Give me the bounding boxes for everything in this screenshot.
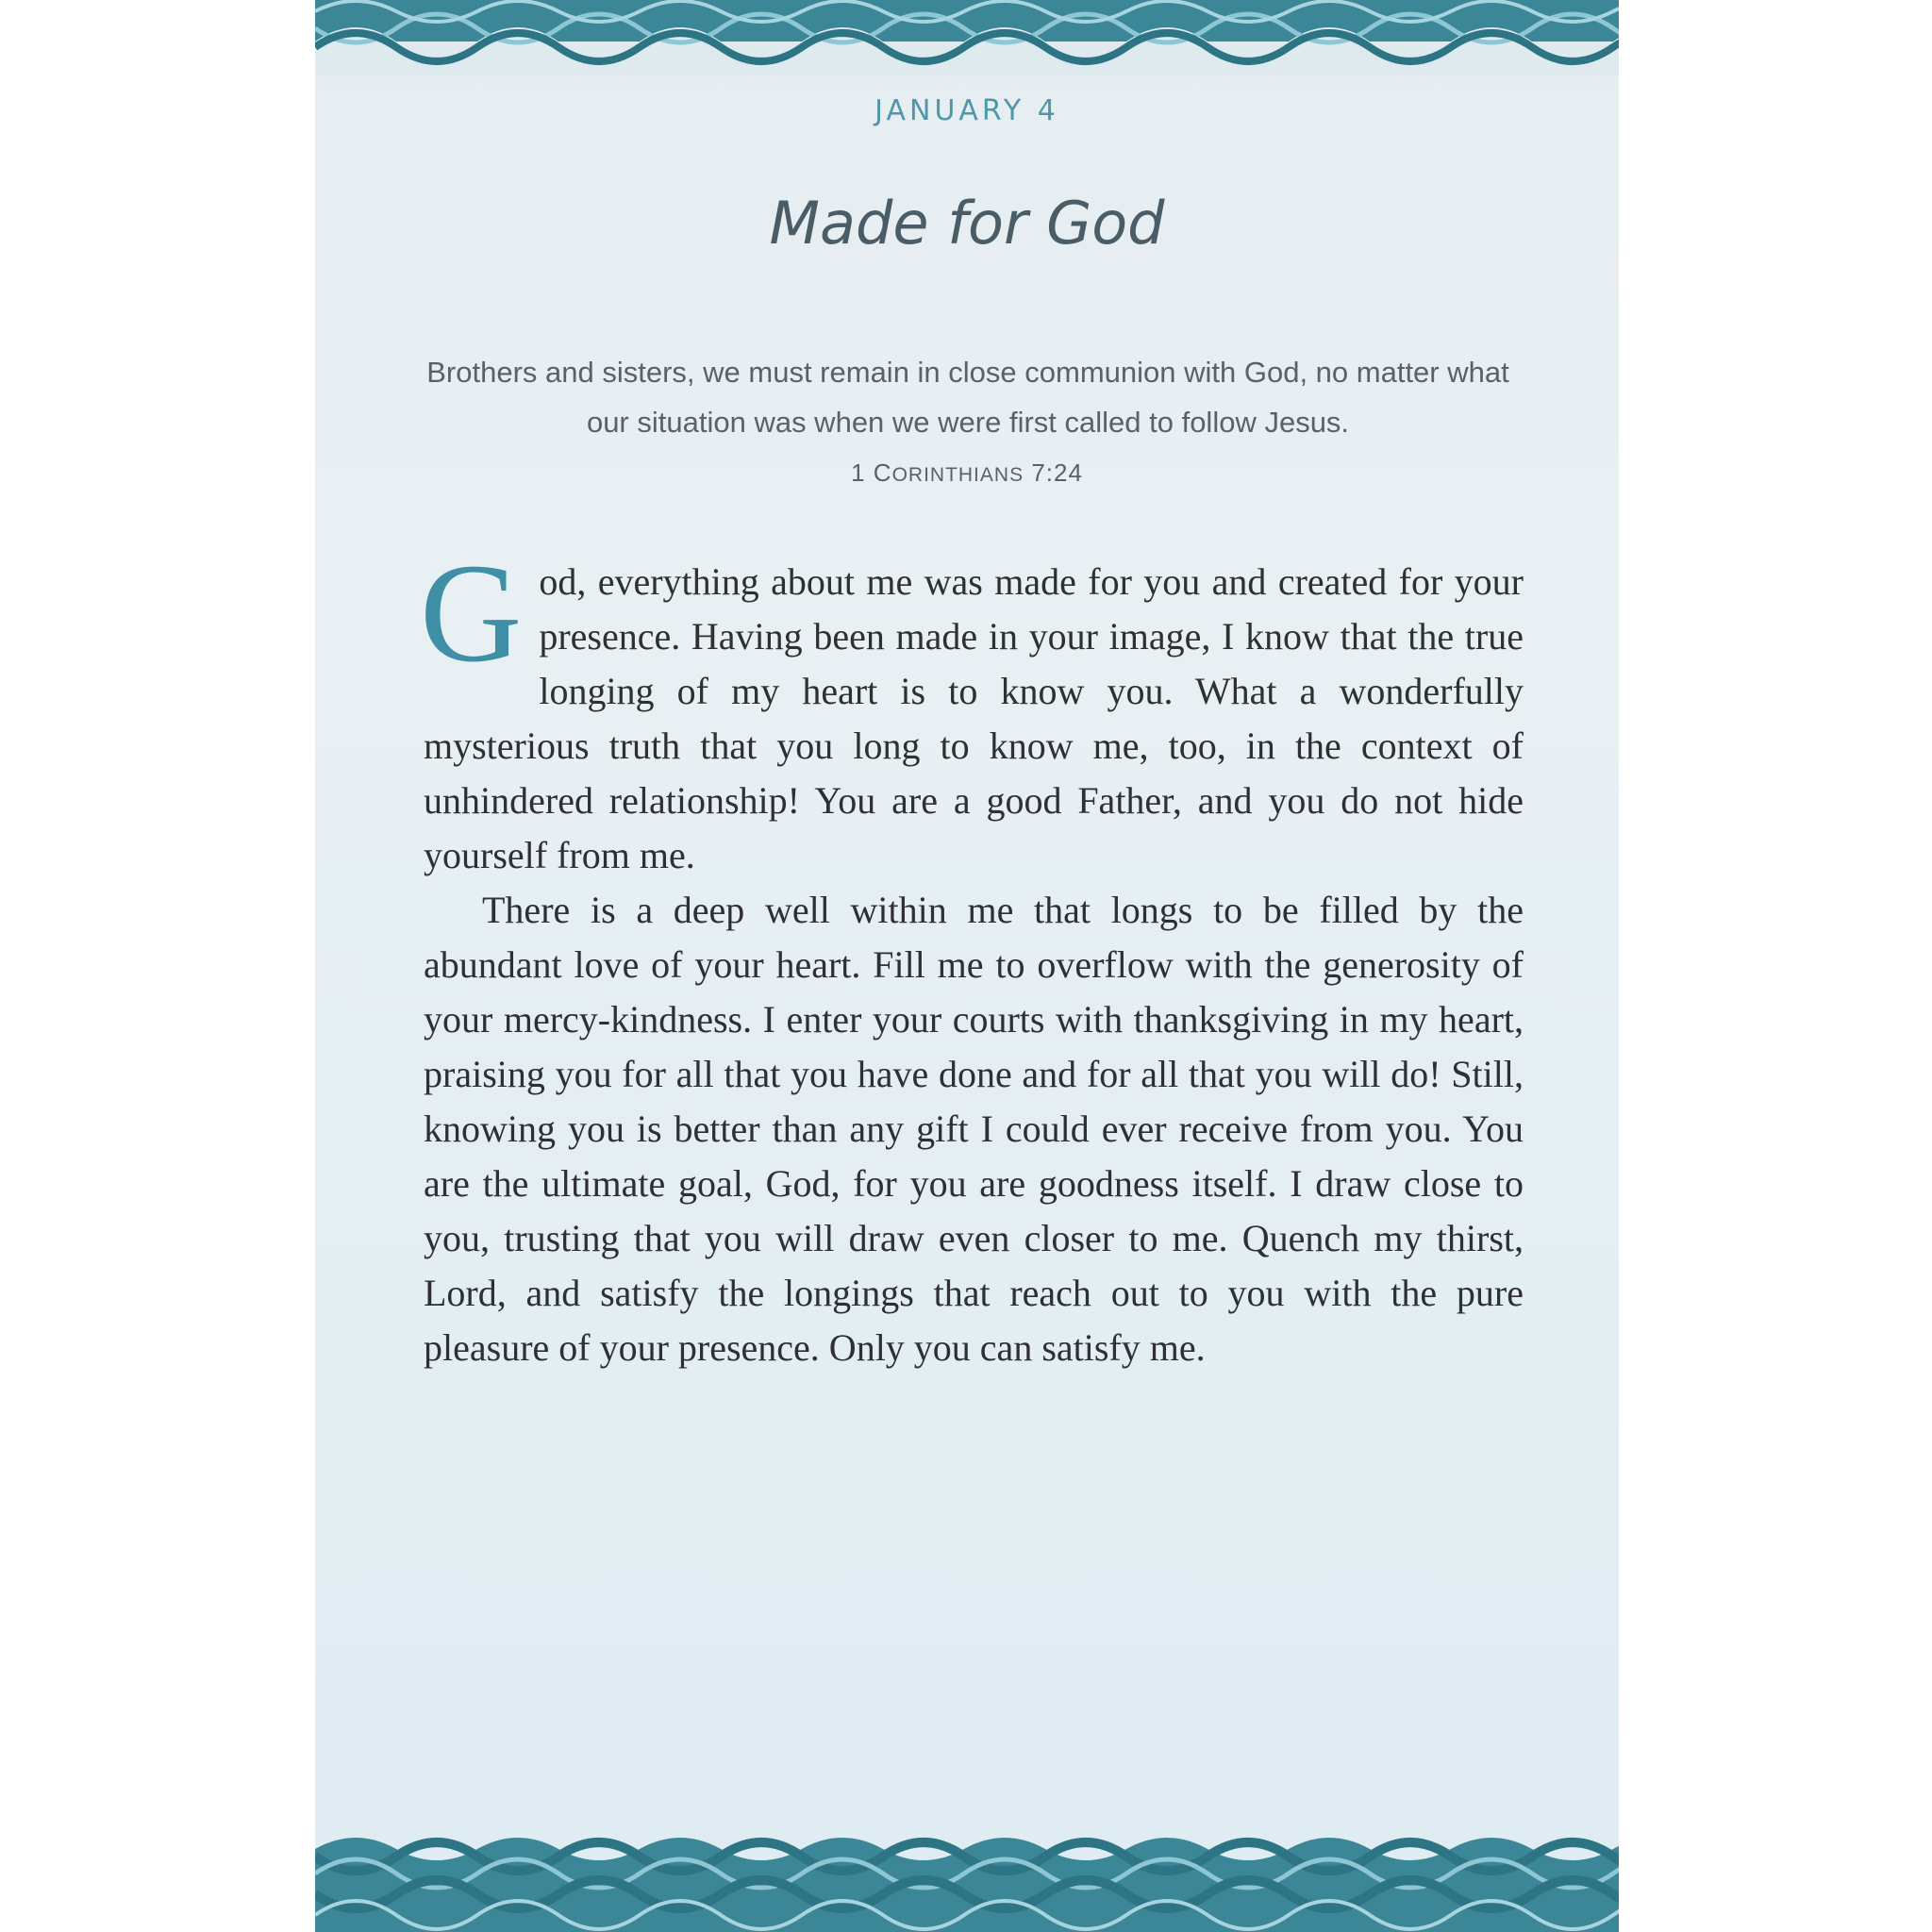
reference-book-rest: ORINTHIANS	[891, 464, 1024, 486]
body-paragraph-1	[420, 535, 1524, 883]
body-paragraph-2: There is a deep well within me that longs to be filled by the abundant love of your heart. Fill me to overflow with the generosity of your mercy-kindness. I enter your courts with thanksgiving in my heart, praising you for all that you have done and for all that you will do! Still, knowing you is better than any gift I could ever receive from you. You are the ultimate goal, God, for you are goodness itself. I draw close to you, trusting that you will draw even closer to me. Quench my thirst, Lord, and satisfy the longings that reach out to you with the pure pleasure of your presence. Only you can satisfy me.	[424, 889, 1524, 1369]
scripture-reference	[315, 458, 1619, 488]
bottom-wave-border	[315, 1828, 1619, 1932]
top-wave-border	[315, 0, 1619, 75]
reference-book-number: 1	[851, 458, 866, 487]
bottom-wave-pattern	[315, 1828, 1619, 1932]
reference-chapter-verse: 7:24	[1031, 458, 1083, 487]
reference-book-initial: C	[873, 458, 892, 487]
book-page	[315, 0, 1619, 1932]
page-date: JANUARY 4	[874, 94, 1059, 127]
body-paragraph-1-text: od, everything about me was made for you and created for your presence. Having been made in your image, I know that the true longing of my heart is to know you. What a wonderfully mysterious truth that you long to know me, too, in the context of unhindered relationship! You are a good Father, and you do not hide yourself from me.	[424, 560, 1524, 876]
devotional-body	[420, 535, 1524, 1375]
drop-cap-letter: G	[420, 535, 523, 691]
top-wave-pattern	[315, 0, 1619, 75]
page-title: Made for God	[769, 189, 1165, 258]
scripture-verse: Brothers and sisters, we must remain in close communion with God, no matter what our situation was when we were first called to follow Jesus.	[426, 356, 1509, 439]
